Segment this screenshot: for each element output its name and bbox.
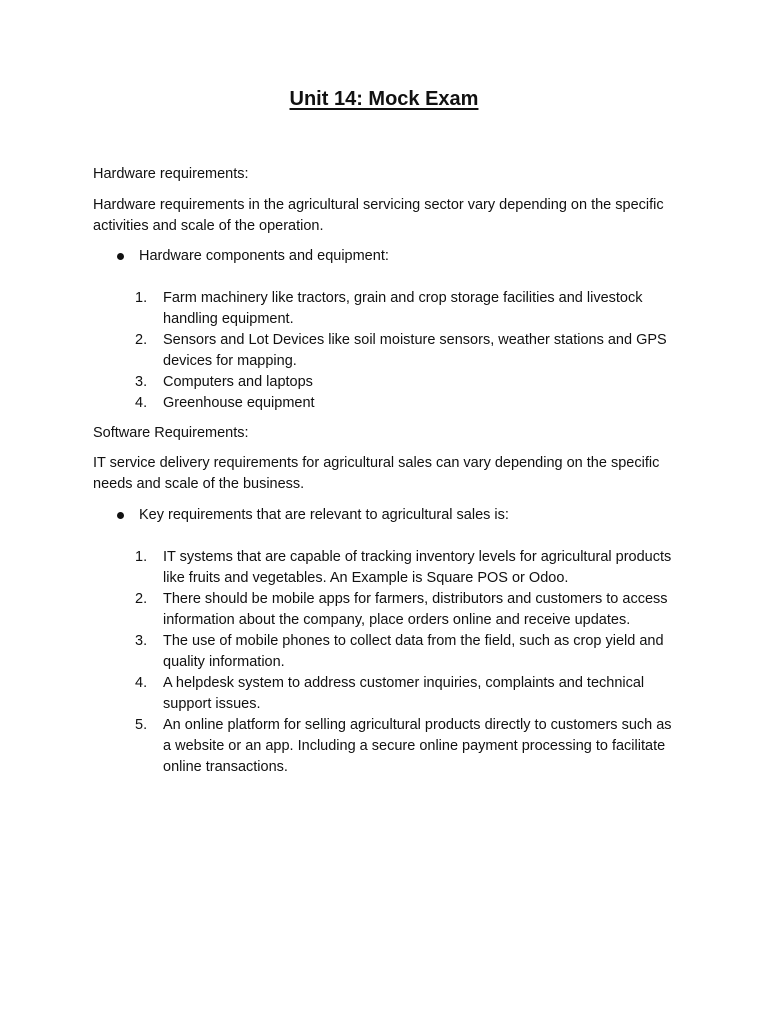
list-item <box>135 631 675 673</box>
hardware-bullet-text: Hardware components and equipment: <box>139 248 389 264</box>
list-item-number: 2. <box>135 591 148 607</box>
list-item <box>135 589 675 631</box>
software-heading <box>93 423 668 444</box>
software-list <box>135 547 675 778</box>
list-item-number: 3. <box>135 374 148 390</box>
hardware-intro-text: Hardware requirements in the agricultural servicing sector vary depending on the specific activities and scale of the operation. <box>93 197 664 234</box>
list-item-number: 4. <box>135 675 148 691</box>
list-item-number: 1. <box>135 290 148 306</box>
list-item <box>135 288 675 330</box>
list-item-number: 2. <box>135 332 148 348</box>
list-item-number: 1. <box>135 549 148 565</box>
list-item <box>135 715 675 778</box>
hardware-heading-text: Hardware requirements: <box>93 166 249 182</box>
page-title: Unit 14: Mock Exam <box>289 88 479 110</box>
list-item <box>135 547 675 589</box>
list-item-text: There should be mobile apps for farmers, distributors and customers to access information about the company, place orders online and receive updates. <box>163 591 668 628</box>
hardware-intro <box>93 195 668 237</box>
software-intro-text: IT service delivery requirements for agricultural sales can vary depending on the specific needs and scale of the business. <box>93 455 660 492</box>
list-item-text: The use of mobile phones to collect data from the field, such as crop yield and quality information. <box>163 633 664 670</box>
list-item <box>135 372 675 393</box>
software-intro <box>93 453 668 495</box>
list-item-number: 5. <box>135 717 148 733</box>
list-item <box>135 330 675 372</box>
list-item-text: Greenhouse equipment <box>163 395 315 411</box>
software-heading-text: Software Requirements: <box>93 425 249 441</box>
list-item-number: 4. <box>135 395 148 411</box>
list-item <box>135 393 675 414</box>
hardware-list <box>135 288 675 414</box>
list-item-text: An online platform for selling agricultural products directly to customers such as a website or an app. Including a secure online payment processing to facilitate online transactions. <box>163 717 672 775</box>
list-item <box>135 673 675 715</box>
hardware-heading <box>93 164 668 185</box>
software-bullet-text: Key requirements that are relevant to agricultural sales is: <box>139 507 509 523</box>
list-item-number: 3. <box>135 633 148 649</box>
list-item-text: A helpdesk system to address customer inquiries, complaints and technical support issues. <box>163 675 645 712</box>
list-item-text: Sensors and Lot Devices like soil moisture sensors, weather stations and GPS devices for mapping. <box>163 332 667 369</box>
list-item-text: Farm machinery like tractors, grain and crop storage facilities and livestock handling equipment. <box>163 290 643 327</box>
list-item-text: IT systems that are capable of tracking inventory levels for agricultural products like fruits and vegetables. An Example is Square POS or Odoo. <box>163 549 672 586</box>
list-item-text: Computers and laptops <box>163 374 313 390</box>
